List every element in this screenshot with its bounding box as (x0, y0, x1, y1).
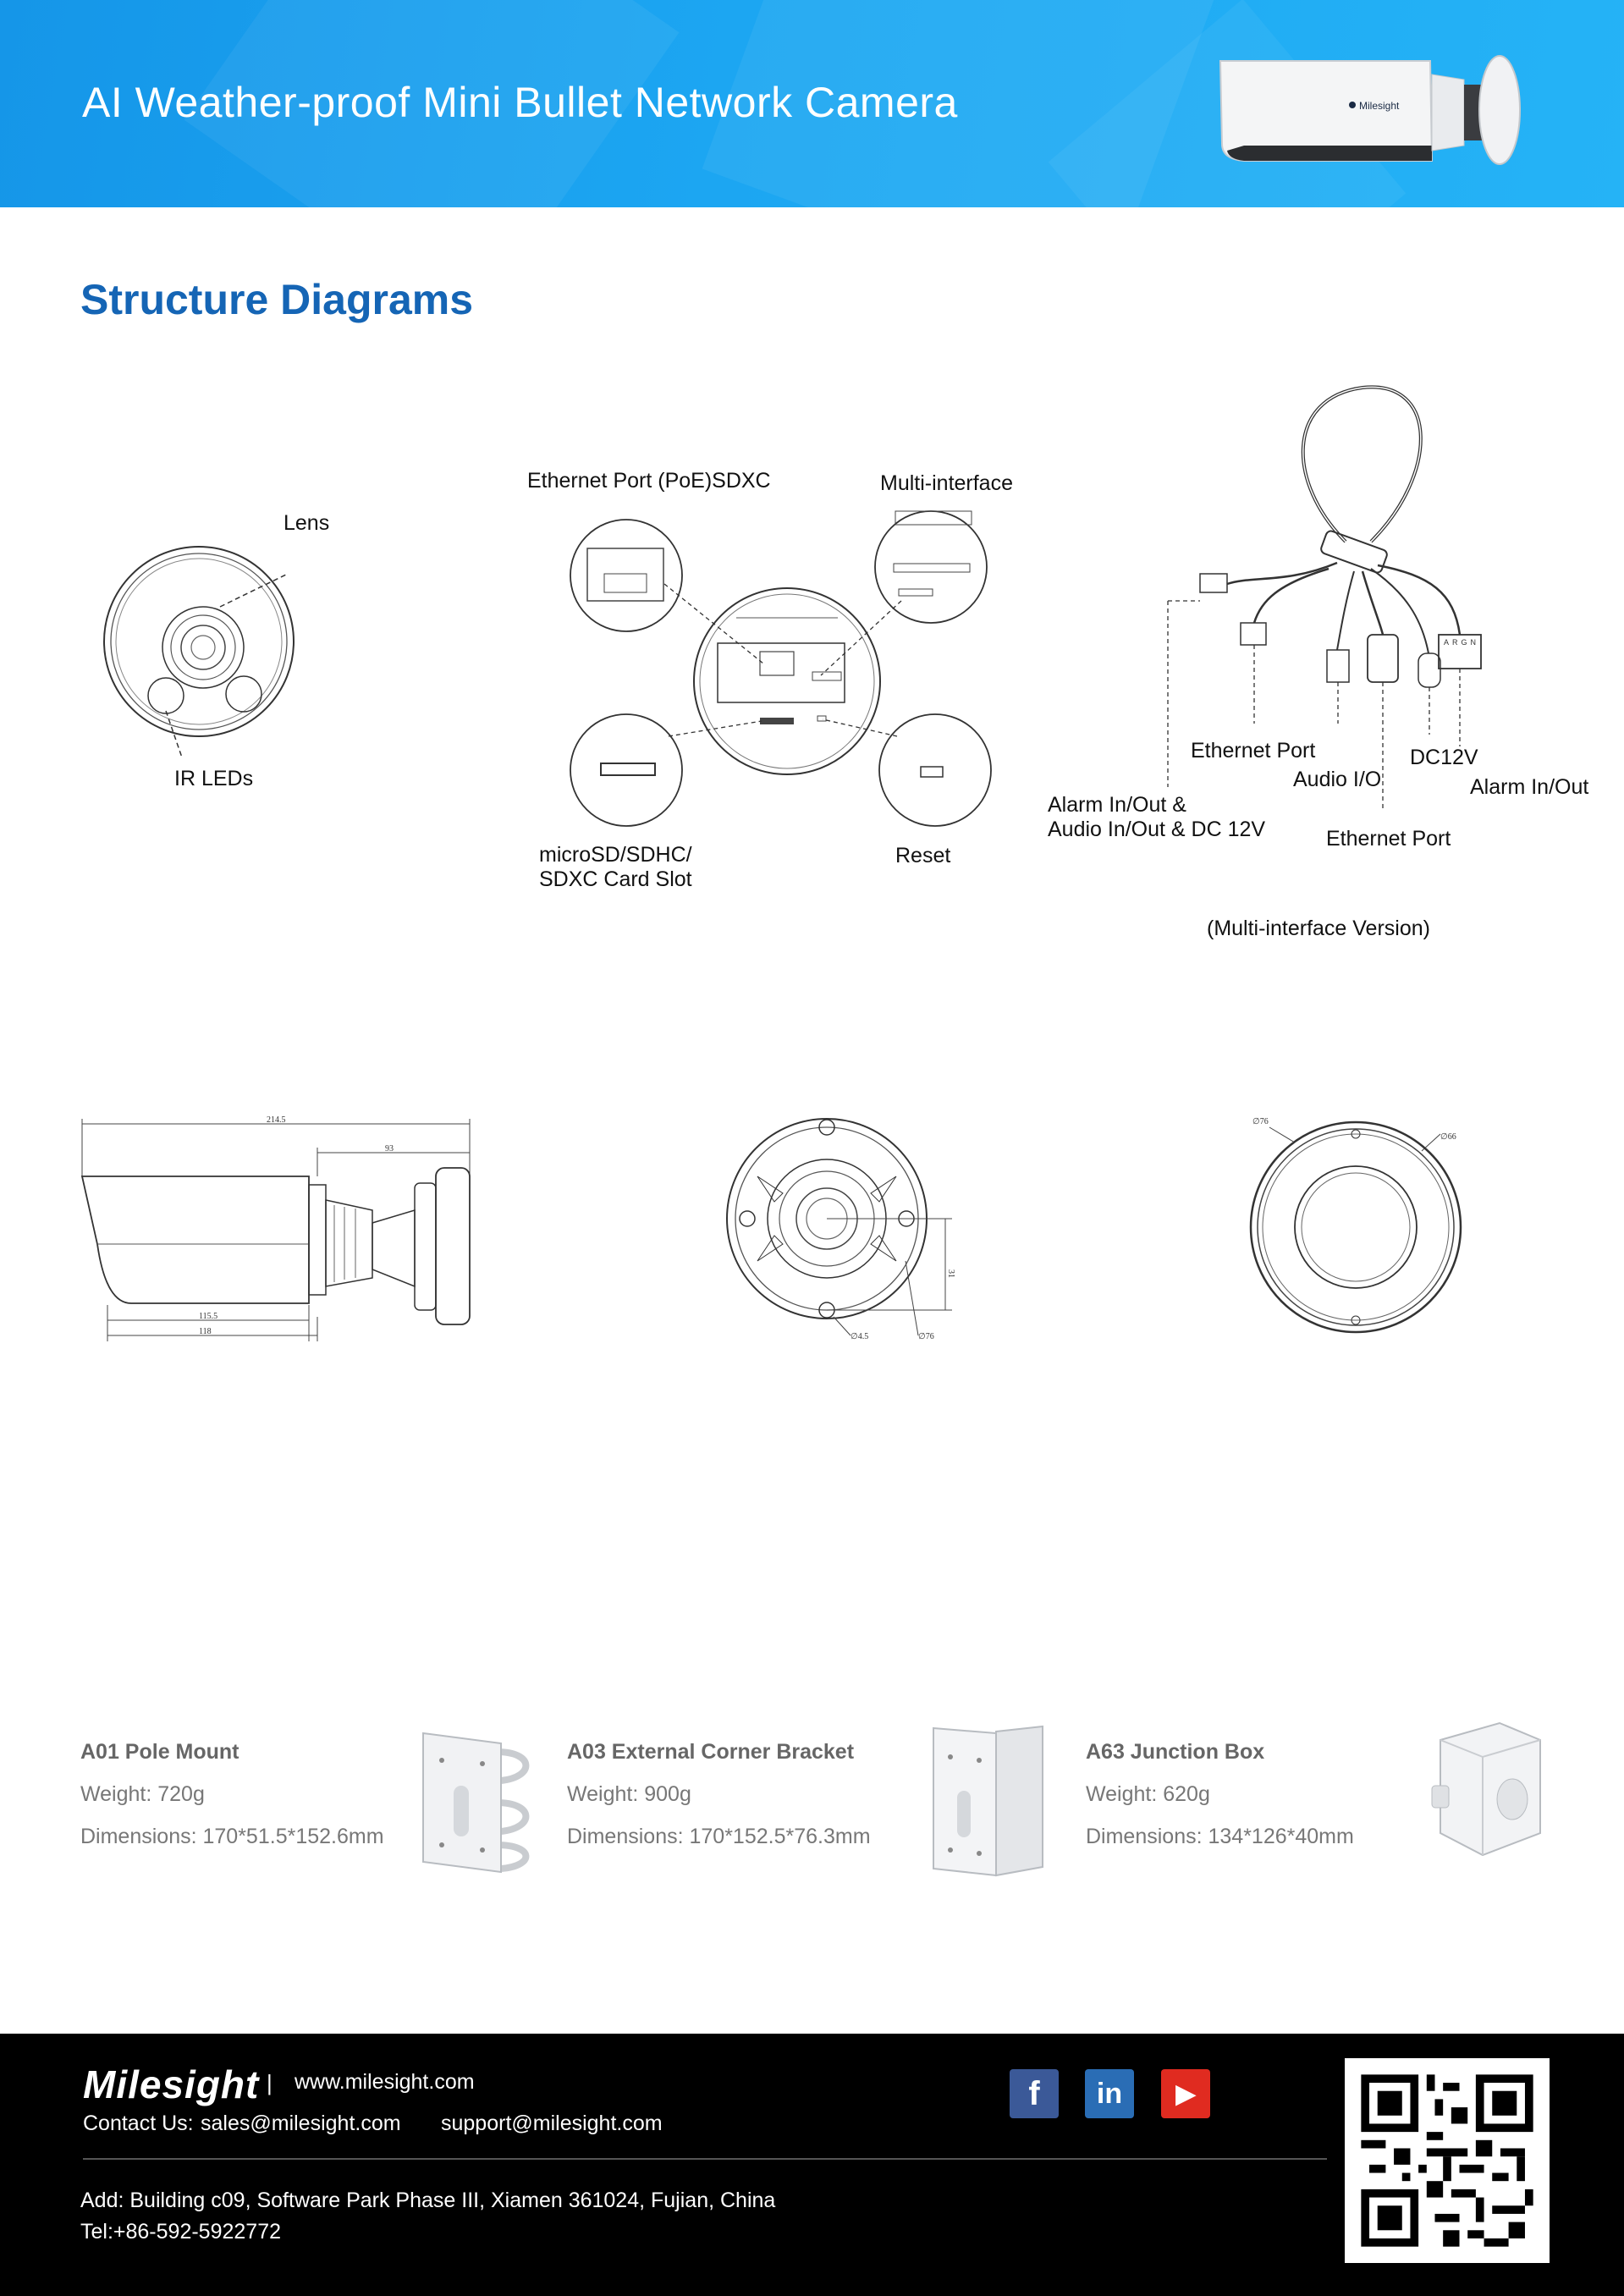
multi-interface-label: Multi-interface (880, 471, 1013, 495)
svg-text:∅76: ∅76 (1252, 1117, 1269, 1126)
svg-text:∅66: ∅66 (1440, 1132, 1456, 1142)
svg-text:Milesight: Milesight (1359, 100, 1400, 112)
support-email-link[interactable]: support@milesight.com (441, 2112, 663, 2135)
accessory-dimensions: Dimensions: 134*126*40mm (1086, 1825, 1354, 1848)
sd-slot-label-1: microSD/SDHC/ (539, 843, 692, 867)
cable-ethernet-port-label: Ethernet Port (1191, 739, 1316, 763)
svg-text:∅4.5: ∅4.5 (851, 1332, 869, 1341)
sales-email-link[interactable]: sales@milesight.com (201, 2112, 401, 2135)
linkedin-icon[interactable]: in (1085, 2069, 1134, 2118)
svg-text:118: 118 (199, 1327, 212, 1336)
accessory-name: A03 External Corner Bracket (567, 1740, 855, 1764)
qr-code-pattern (1345, 2058, 1550, 2263)
accessory-weight: Weight: 720g (80, 1782, 205, 1806)
footer-logo: Milesight (83, 2062, 260, 2106)
dc12v-label: DC12V (1410, 746, 1478, 769)
document-title: AI Weather-proof Mini Bullet Network Camera (82, 79, 958, 126)
corner-bracket-image (928, 1723, 1047, 1880)
front-dimension-drawing (724, 1117, 1003, 1346)
side-dimension-drawing (80, 1117, 478, 1354)
footer-separator: | (267, 2070, 273, 2095)
youtube-icon[interactable]: ▶ (1161, 2069, 1210, 2118)
junction-box-image (1432, 1706, 1545, 1867)
qr-code (1345, 2058, 1550, 2263)
accessory-name: A01 Pole Mount (80, 1740, 239, 1764)
accessory-dimensions: Dimensions: 170*51.5*152.6mm (80, 1825, 384, 1848)
sd-slot-label-2: SDXC Card Slot (539, 867, 692, 891)
svg-text:∅76: ∅76 (918, 1332, 934, 1341)
contact-label: Contact Us: (83, 2112, 194, 2135)
svg-text:31: 31 (946, 1269, 955, 1278)
reset-label: Reset (895, 844, 951, 867)
audio-io-label: Audio I/O (1293, 768, 1382, 791)
front-view-diagram (102, 542, 313, 745)
website-link[interactable]: www.milesight.com (295, 2070, 475, 2094)
rear-view-diagram (567, 508, 1007, 846)
combo-label-1: Alarm In/Out & (1048, 793, 1186, 817)
version-label: (Multi-interface Version) (1207, 917, 1430, 940)
lens-label: Lens (284, 511, 330, 535)
pole-mount-image (416, 1726, 539, 1875)
accessory-dimensions: Dimensions: 170*152.5*76.3mm (567, 1825, 871, 1848)
section-title: Structure Diagrams (80, 276, 474, 323)
facebook-icon[interactable]: f (1010, 2069, 1059, 2118)
svg-text:115.5: 115.5 (199, 1312, 218, 1321)
svg-text:ARGN: ARGN (1444, 638, 1480, 647)
header-banner (0, 0, 1624, 207)
svg-text:93: 93 (385, 1144, 394, 1154)
ir-leds-label: IR LEDs (174, 767, 254, 790)
accessory-weight: Weight: 620g (1086, 1782, 1210, 1806)
accessory-weight: Weight: 900g (567, 1782, 691, 1806)
back-dimension-drawing (1244, 1109, 1473, 1337)
ethernet-poe-label: Ethernet Port (PoE)SDXC (527, 469, 771, 493)
cable-ethernet-port2-label: Ethernet Port (1326, 827, 1451, 851)
camera-product-image (1210, 51, 1549, 169)
accessory-name: A63 Junction Box (1086, 1740, 1265, 1764)
combo-label-2: Audio In/Out & DC 12V (1048, 818, 1266, 841)
footer-divider (83, 2158, 1327, 2160)
address: Add: Building c09, Software Park Phase III, Xiamen 361024, Fujian, China (80, 2189, 776, 2212)
svg-text:214.5: 214.5 (267, 1115, 286, 1125)
alarm-in-out-label: Alarm In/Out (1470, 775, 1589, 799)
telephone: Tel:+86-592-5922772 (80, 2220, 281, 2244)
